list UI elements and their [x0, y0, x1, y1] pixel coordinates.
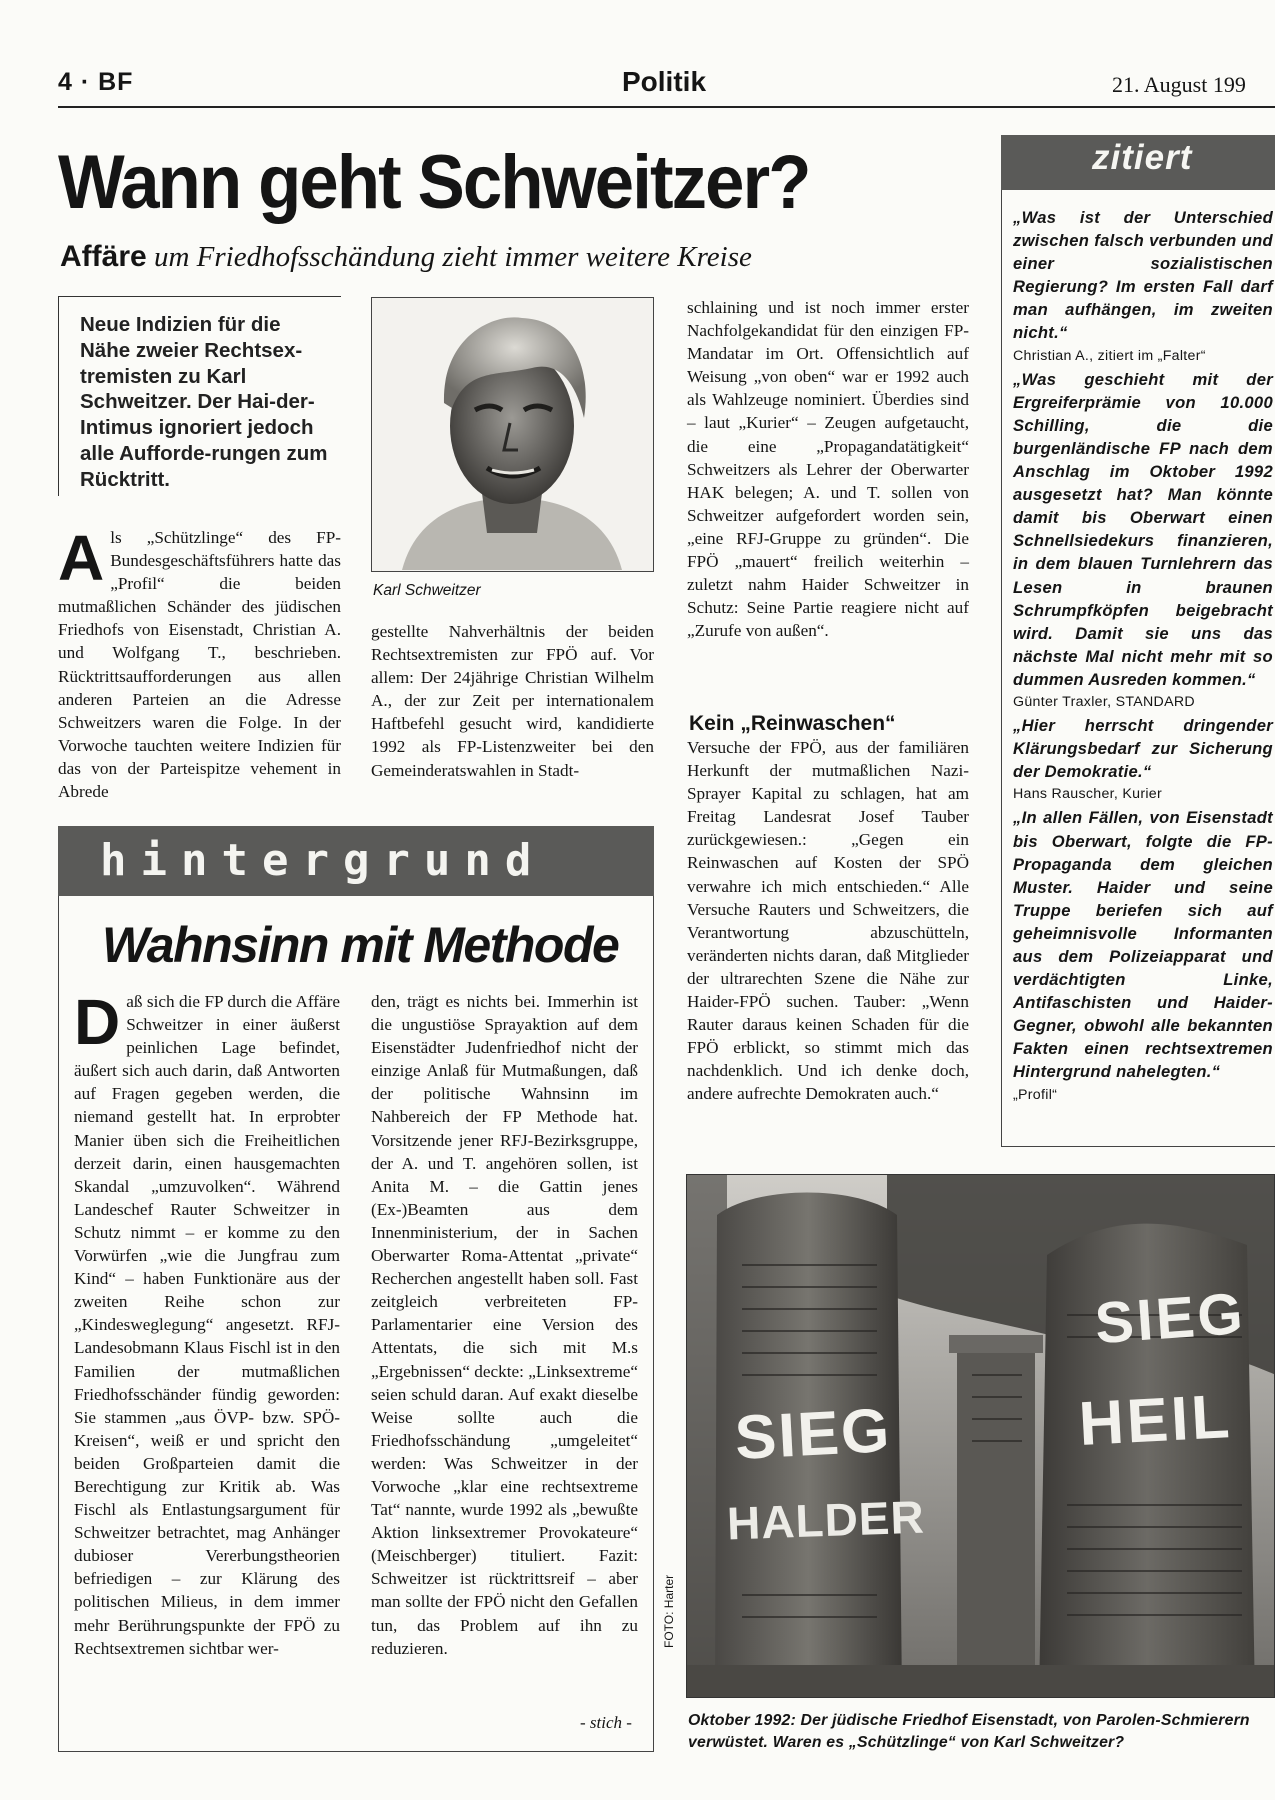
- graffiti-right-1: SIEG: [1092, 1280, 1248, 1357]
- quote-3: „Hier herrscht dringender Klärungsbedarf zur Sicherung der Demokratie.“: [1013, 716, 1273, 782]
- quote-1-source: Christian A., zitiert im „Falter“: [1013, 347, 1206, 364]
- headline: Wann geht Schweitzer?: [58, 140, 810, 225]
- background-signature: - stich -: [580, 1713, 632, 1732]
- quote-2: „Was geschieht mit der Ergreiferprämie von 10.000 Schilling, die die burgenländische FP nach dem Anschlag im Oktober 1992 ausgesetzt hat? Man könnte damit bis Oberwart einen Schnellsiedekurs finanzieren, in dem blauen Turnlehrern das Lesen in braunen Schrumpfköpfen beigebracht wird. Damit sie uns das nächste Mal nicht mehr mit so dummen Ausreden kommen.“: [1013, 369, 1273, 689]
- issue-date: 21. August 199: [1112, 72, 1246, 97]
- article-col2: gestellte Nahverhältnis der beiden Rechtsextremisten zur FPÖ auf. Vor allem: Der 24jährige Christian Wilhelm A., der zur Zeit per internationalem Haftbefehl gesucht wird, kandidierte 1992 als FP-Listenzweiter bei den Gemeinderatswahlen in Stadt-: [371, 622, 654, 780]
- graffiti-left-2: HALDER: [726, 1490, 926, 1550]
- background-col2: den, trägt es nichts bei. Immerhin ist die ungustiöse Sprayaktion auf dem Eisenstädter Judenfriedhof nicht der einzige Anlaß für Mutmaßungen, daß der politische Wahnsinn im Nahbereich der FP Methode hat. Vorsitzende jener RFJ-Bezirksgruppe, der A. und T. angehören sollen, ist Anita M. – die Gattin jenes (Ex-)Beamten aus dem Innenministerium, der in Sachen Oberwarter Roma-Attentat „private“ Recherchen angestellt haben soll. Fast zeitgleich verbreiteten FP-Parlamentarier eine Version des Attentats, die sich mit M.s „Ergebnissen“ deckte: „Linksextreme“ seien schuld daran. Auf exakt dieselbe Weise sollte auch die Friedhofsschändung „umgeleitet“ werden: Was Schweitzer in der Vorwoche „klar eine rechtsextreme Tat“ nannte, wurde 1992 als „bewußte Aktion linksextremer Provokateure“ (Meischberger) tituliert. Fazit: Schweitzer ist rücktrittsreif – aber man sollte der FPÖ nicht den Gefallen tun, das Problem auf ihn zu reduzieren.: [371, 992, 638, 1658]
- background-label: hintergrund: [100, 835, 546, 886]
- subhead-lead: Affäre: [60, 240, 147, 273]
- article-col1-text: ls „Schützlinge“ des FP-Bundesgeschäftsführers hatte das „Profil“ die beiden mutmaßlichen Schänder des jüdischen Friedhofs von Eisenstadt, Christian A. und Wolfgang T., beschrieben. Rücktrittsaufforderungen aus allen anderen Parteien an die Adresse Schweitzers waren die Folge. In der Vorwoche tauchten weitere Indizien für das von der Parteispitze vehement in Abrede: [58, 528, 341, 802]
- background-col1-text: aß sich die FP durch die Affäre Schweitzer in einer äußerst peinlichen Lage befindet, äußert sich auch darin, daß Antworten auf Fragen gegeben werden, die niemand gestellt hat. In erprobter Manier üben sich die Freiheitlichen derzeit darin, einen hausgemachten Skandal „umzuvolken“. Während Landeschef Rauter Schweitzer in Schutz nimmt – er komme zu den Vorwürfen „wie die Jungfrau zum Kind“ – haben Funktionäre aus der zweiten Reihe schon zur „Kindesweglegung“ angesetzt. RFJ-Landesobmann Klaus Fischl ist in den Familien der mutmaßlichen Friedhofsschänder fündig geworden: Sie stammen „aus ÖVP- bzw. SPÖ-Kreisen“, weiß er und spricht den beiden Großparteien damit die Berechtigung zur Kritik ab. Was Fischl als Entlastungsargument für Schweitzer betrachtet, mag Anhänger dubioser Vererbungstheorien befriedigen – zur Klärung des politischen Milieus, in dem immer mehr Berührungspunkte der FPÖ zu Rechtsextremen sichtbar wer-: [74, 992, 340, 1658]
- quote-3-source: Hans Rauscher, Kurier: [1013, 786, 1163, 803]
- sidebar-label: zitiert: [1092, 138, 1193, 177]
- dropcap-a: A: [58, 522, 105, 594]
- sidebar-quotes: [1013, 206, 1273, 1107]
- teaser-text: Neue Indizien für die Nähe zweier Rechtsex-tremisten zu Karl Schweitzer. Der Hai-der-Intimus ignoriert jedoch alle Aufforde-rungen zum Rücktritt.: [80, 313, 328, 491]
- graffiti-right-2: HEIL: [1077, 1382, 1234, 1459]
- quote-2-source: Günter Traxler, STANDARD: [1013, 693, 1195, 710]
- section-title: Politik: [622, 66, 707, 97]
- subhead: [60, 240, 752, 274]
- header-rule: [58, 106, 1275, 108]
- cemetery-caption: Oktober 1992: Der jüdische Friedhof Eisenstadt, von Parolen-Schmierern verwüstet. Waren es „Schützlinge“ von Karl Schweitzer?: [688, 1712, 1250, 1751]
- background-title: Wahnsinn mit Methode: [102, 917, 619, 973]
- cemetery-photo: [686, 1174, 1275, 1698]
- dropcap-d: D: [74, 986, 121, 1058]
- background-col1: [74, 986, 340, 1660]
- portrait-photo: [371, 297, 654, 572]
- quote-1: „Was ist der Unterschied zwischen falsch verbunden und einer sozialistischen Regierung? Im ersten Fall darf man aufhängen, im zweiten nicht.“: [1013, 208, 1273, 343]
- photo-credit: FOTO: Harter: [662, 1574, 676, 1648]
- article-col3a: schlaining und ist noch immer erster Nachfolgekandidat für den einzigen FP-Mandatar im Ort. Offensichtlich auf Weisung „von oben“ war er 1992 auch als Wahlzeuge nominiert. Überdies sind – laut „Kurier“ – Zeugen aufgetaucht, die eine „Propagandatätigkeit“ Schweitzers als Lehrer der Oberwarter HAK belegen; A. und T. sollen von Schweitzer aufgefordert worden sein, „eine RFJ-Gruppe zu gründen“. Die FPÖ „mauert“ freilich weiterhin – zuletzt nahm Haider Schweitzer in Schutz: Seine Partie reagiere nicht auf „Zurufe von außen“.: [687, 298, 969, 641]
- subhead-rest: um Friedhofsschändung zieht immer weitere Kreise: [146, 241, 752, 273]
- photo-caption: Karl Schweitzer: [373, 582, 481, 599]
- graffiti-left-1: SIEG: [733, 1395, 893, 1474]
- quote-4-source: „Profil“: [1013, 1086, 1058, 1103]
- quote-4: „In allen Fällen, von Eisenstadt bis Oberwart, folgte die FP-Propaganda dem gleichen Muster. Haider und seine Truppe beriefen sich auf geheimnisvolle Informanten aus dem Polizeiapparat und verdächtigten Linke, Antifaschisten und Haider-Gegner, obwohl alle bekannten Fakten einen rechtsextremen Hintergrund nahelegten.“: [1013, 808, 1273, 1082]
- article-col1: [58, 522, 341, 803]
- article-col3b: Versuche der FPÖ, aus der familiären Herkunft der mutmaßlichen Nazi-Sprayer Kapital zu schlagen, hat am Freitag Landesrat Josef Tauber zurückgewiesen.: „Gegen ein Reinwaschen auf Kosten der SPÖ verwahre ich mich entschieden.“ Alle Versuche Rauters und Schweitzers, die Verantwortung abzuschütteln, veränderten nichts daran, daß Mitglieder der ultrarechten Szene die Nähe zur Haider-FPÖ suchen. Tauber: „Wenn Rauter daraus keinen Schaden für die FPÖ erblickt, so stimmt mich das nachdenklich. Und ich denke doch, andere aufrechte Demokraten auch.“: [687, 738, 969, 1104]
- page-number: 4 · BF: [58, 68, 134, 96]
- article-kicker: Kein „Reinwaschen“: [689, 712, 896, 735]
